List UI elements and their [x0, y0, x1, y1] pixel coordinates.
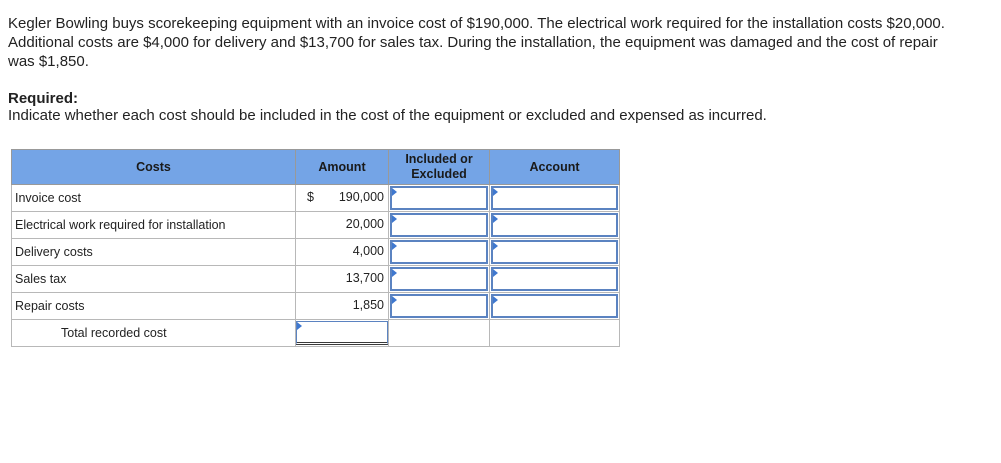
included-excluded-dropdown[interactable]: [390, 186, 488, 210]
required-instructions: Indicate whether each cost should be included in the cost of the equipment or excluded and expensed as incurred.: [8, 107, 767, 124]
dropdown-caret-icon: [493, 242, 498, 250]
dropdown-caret-icon: [392, 215, 397, 223]
total-row: [12, 320, 620, 347]
included-excluded-dropdown[interactable]: [390, 294, 488, 318]
account-dropdown[interactable]: [491, 186, 618, 210]
header-amount: Amount: [296, 150, 389, 185]
dropdown-caret-icon: [493, 188, 498, 196]
cost-label: Invoice cost: [12, 185, 296, 212]
dropdown-caret-icon: [392, 296, 397, 304]
dropdown-caret-icon: [493, 269, 498, 277]
amount-cell: [296, 239, 389, 266]
cost-label: Delivery costs: [12, 239, 296, 266]
account-cell: [490, 239, 620, 266]
header-included-excluded: Included or Excluded: [389, 150, 490, 185]
table-row: [12, 239, 620, 266]
amount-value: 20,000: [345, 217, 384, 231]
included-excluded-dropdown[interactable]: [390, 240, 488, 264]
total-cell: [296, 320, 389, 347]
cost-label: Electrical work required for installation: [12, 212, 296, 239]
included-excluded-cell: [389, 212, 490, 239]
currency-symbol: $: [307, 190, 314, 204]
included-excluded-cell: [389, 266, 490, 293]
empty-cell: [490, 320, 620, 347]
amount-value: 4,000: [352, 244, 384, 258]
account-cell: [490, 212, 620, 239]
empty-cell: [389, 320, 490, 347]
table-row: [12, 293, 620, 320]
included-excluded-dropdown[interactable]: [390, 213, 488, 237]
required-heading: Required:: [8, 90, 79, 107]
table-row: [12, 266, 620, 293]
account-cell: [490, 266, 620, 293]
included-excluded-dropdown[interactable]: [390, 267, 488, 291]
dropdown-caret-icon: [392, 242, 397, 250]
amount-value: 13,700: [345, 271, 384, 285]
table-header-row: [12, 150, 620, 185]
included-excluded-cell: [389, 185, 490, 212]
amount-cell: [296, 266, 389, 293]
dropdown-caret-icon: [493, 215, 498, 223]
dropdown-caret-icon: [392, 188, 397, 196]
account-dropdown[interactable]: [491, 294, 618, 318]
account-cell: [490, 293, 620, 320]
total-recorded-cost-input[interactable]: [296, 321, 388, 345]
account-dropdown[interactable]: [491, 267, 618, 291]
header-account: Account: [490, 150, 620, 185]
account-cell: [490, 185, 620, 212]
amount-value: 1,850: [352, 298, 384, 312]
cost-label: Repair costs: [12, 293, 296, 320]
cost-label: Sales tax: [12, 266, 296, 293]
header-costs: Costs: [12, 150, 296, 185]
dropdown-caret-icon: [297, 322, 302, 330]
amount-cell: [296, 212, 389, 239]
problem-statement: Kegler Bowling buys scorekeeping equipment with an invoice cost of $190,000. The electrical work required for the installation costs $20,000. Additional costs are $4,000 for delivery and $13,700 for sales tax. During the installation, the equipment was damaged and the cost of repair was $1,850.: [8, 15, 945, 70]
amount-cell: [296, 185, 389, 212]
table-row: [12, 185, 620, 212]
amount-value: 190,000: [338, 190, 384, 204]
amount-cell: [296, 293, 389, 320]
cost-classification-table: [11, 149, 620, 347]
dropdown-caret-icon: [392, 269, 397, 277]
account-dropdown[interactable]: [491, 213, 618, 237]
account-dropdown[interactable]: [491, 240, 618, 264]
included-excluded-cell: [389, 239, 490, 266]
dropdown-caret-icon: [493, 296, 498, 304]
table-row: [12, 212, 620, 239]
total-label: Total recorded cost: [12, 320, 296, 347]
included-excluded-cell: [389, 293, 490, 320]
